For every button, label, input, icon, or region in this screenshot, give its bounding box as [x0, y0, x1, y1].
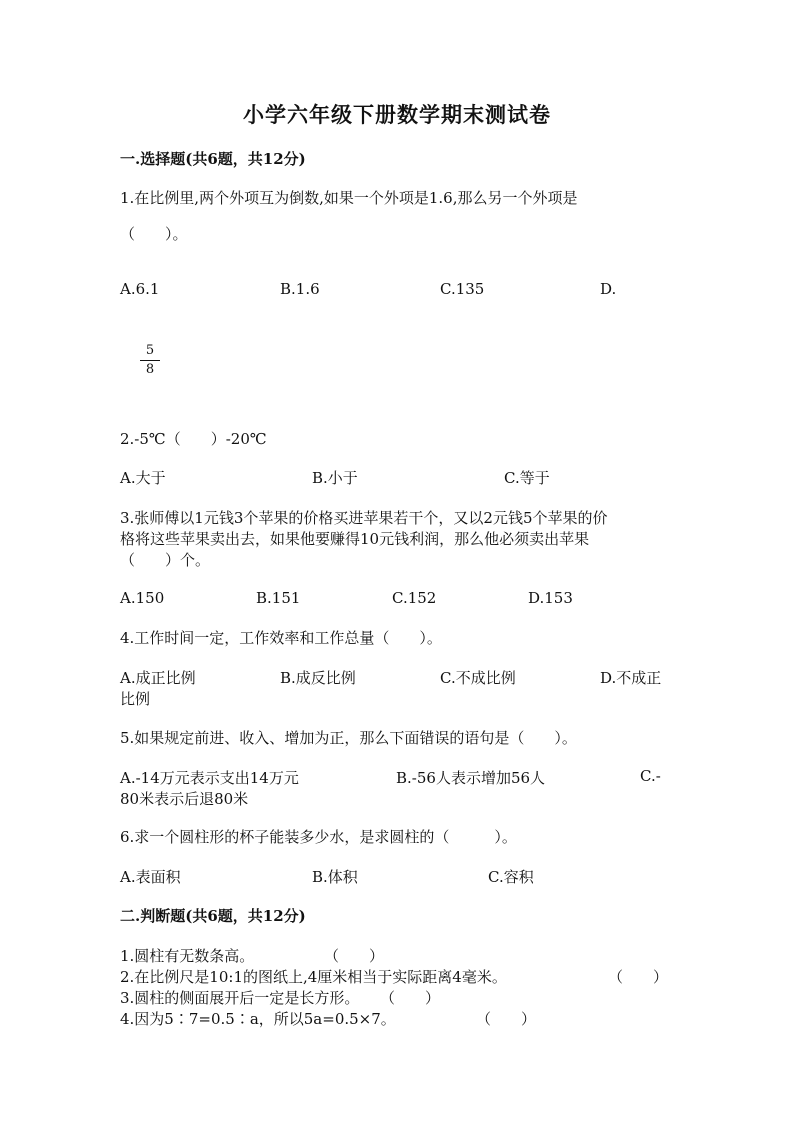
question-1-blank: （ ）。 [120, 225, 188, 243]
question-5-option-a: A.-14万元表示支出14万元 [120, 769, 299, 787]
question-1-option-d: D. [600, 280, 617, 298]
question-5-option-c-wrap: 80米表示后退80米 [120, 790, 249, 808]
judge-1-text: 1.圆柱有无数条高。 [120, 947, 255, 965]
question-1-option-c: C.135 [440, 280, 485, 298]
question-2-option-b: B.小于 [312, 469, 358, 487]
question-6-option-b: B.体积 [312, 868, 358, 886]
page-title: 小学六年级下册数学期末测试卷 [243, 102, 551, 127]
question-3-option-d: D.153 [528, 589, 573, 607]
question-4-option-a: A.成正比例 [120, 669, 196, 687]
fraction-five-eighths [140, 344, 160, 377]
judge-2-blank: （ ） [608, 968, 669, 986]
question-3-option-b: B.151 [256, 589, 301, 607]
judge-2-text: 2.在比例尺是10:1的图纸上,4厘米相当于实际距离4毫米。 [120, 968, 507, 986]
question-2-option-a: A.大于 [120, 469, 166, 487]
question-2-stem: 2.-5℃（ ）-20℃ [120, 430, 267, 448]
judge-3-blank: （ ） [380, 989, 441, 1007]
judge-4-blank: （ ） [476, 1010, 537, 1028]
question-5-stem: 5.如果规定前进、收入、增加为正，那么下面错误的语句是（ ）。 [120, 729, 577, 747]
question-1-option-a: A.6.1 [120, 280, 160, 298]
fraction-denominator: 8 [145, 362, 155, 377]
judge-3-text: 3.圆柱的侧面展开后一定是长方形。 [120, 989, 360, 1007]
question-3-option-c: C.152 [392, 589, 437, 607]
judge-1-blank: （ ） [324, 947, 385, 965]
section-heading-choice: 一.选择题(共6题，共12分) [120, 150, 306, 168]
question-1-option-b: B.1.6 [280, 280, 320, 298]
question-6-stem: 6.求一个圆柱形的杯子能装多少水，是求圆柱的（ ）。 [120, 828, 517, 846]
fraction-bar [140, 360, 160, 361]
question-4-option-d-wrap: 比例 [120, 690, 151, 708]
question-4-stem: 4.工作时间一定，工作效率和工作总量（ ）。 [120, 629, 442, 647]
question-4-option-d: D.不成正 [600, 669, 662, 687]
question-4-option-b: B.成反比例 [280, 669, 356, 687]
section-heading-judge: 二.判断题(共6题，共12分) [120, 907, 306, 925]
fraction-numerator: 5 [145, 343, 155, 358]
question-5-option-c: C.- [640, 767, 661, 785]
question-4-option-c: C.不成比例 [440, 669, 516, 687]
question-3-option-a: A.150 [120, 589, 165, 607]
question-1-stem: 1.在比例里,两个外项互为倒数,如果一个外项是1.6,那么另一个外项是 [120, 189, 578, 207]
question-6-option-c: C.容积 [488, 868, 534, 886]
judge-4-text: 4.因为5∶7=0.5∶a，所以5a=0.5×7。 [120, 1010, 396, 1028]
question-3-line-2: 格将这些苹果卖出去，如果他要赚得10元钱利润，那么他必须卖出苹果 [120, 530, 590, 548]
question-3-line-1: 3.张师傅以1元钱3个苹果的价格买进苹果若干个，又以2元钱5个苹果的价 [120, 509, 608, 527]
question-2-option-c: C.等于 [504, 469, 550, 487]
question-5-option-b: B.-56人表示增加56人 [396, 769, 546, 787]
question-6-option-a: A.表面积 [120, 868, 181, 886]
question-3-line-3: （ ）个。 [120, 551, 211, 569]
